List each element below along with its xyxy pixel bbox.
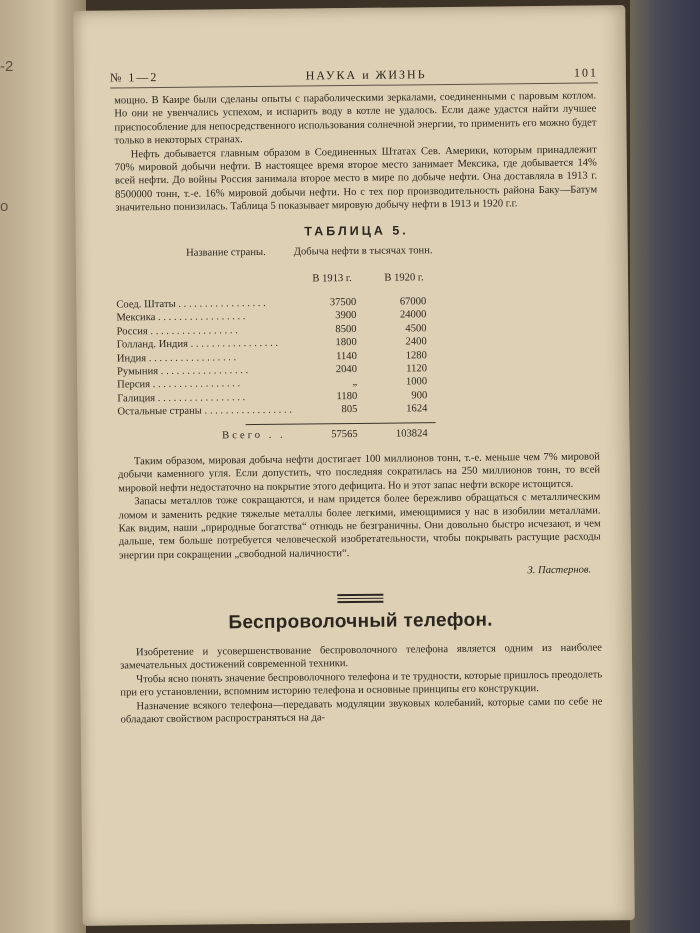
section-divider-ornament	[337, 593, 383, 602]
total-label: Всего . .	[222, 429, 286, 441]
author-signature: З. Пастернов.	[527, 564, 592, 577]
value-1920: 67000	[399, 296, 427, 308]
issue-number: № 1—2	[109, 70, 159, 85]
value-1920: 24000	[399, 309, 427, 321]
paragraph: Изобретение и усовершенствование беспроволочного телефона является одним из наиболее замечательных достижений современной техники.	[120, 642, 602, 672]
year-1920-header: В 1920 г.	[384, 272, 424, 285]
value-1920: 2400	[405, 336, 427, 348]
table-title: ТАБЛИЦА 5.	[304, 223, 409, 239]
total-rule	[246, 422, 436, 425]
running-head	[110, 65, 598, 88]
paragraph: Запасы металлов тоже сокращаются, и нам придется более бережливо обращаться с металлическим ломом и заменить редкие тяжелые металлы более легкими, имеющимися у нас в изобилии металлами. Как видим, наши „природные богатства“ отнюдь не безграничны. Они довольно быстро исчезают, и чем дальше, тем больше потребуется человеческой изобретательности, чтобы покрывать растущие расходы энергии при сокращении „свободной наличности“.	[118, 491, 601, 562]
year-1913-header: В 1913 г.	[312, 273, 352, 285]
country-name: Остальные страны . . .	[117, 404, 297, 419]
value-1913: 3900	[335, 310, 357, 322]
value-1913: 1140	[335, 350, 357, 362]
value-1913: 37500	[329, 296, 357, 309]
value-1920: 1000	[405, 376, 428, 388]
value-1920: 4500	[405, 322, 427, 335]
value-1920: 1624	[406, 403, 428, 415]
value-1913: 1180	[336, 390, 358, 402]
total-1920: 103824	[395, 427, 428, 440]
country-name: Галиция . . .	[117, 390, 297, 405]
country-name: Персия . . .	[117, 377, 297, 392]
article-title: Беспроволочный телефон.	[228, 609, 493, 633]
value-1913: 8500	[335, 323, 357, 335]
country-name: Индия . . .	[117, 350, 297, 365]
left-page-fragment: -2	[0, 58, 14, 75]
left-page-fragment: о	[0, 198, 9, 215]
value-1920: 1120	[406, 363, 428, 375]
country-name: Голланд. Индия . . .	[117, 337, 297, 352]
country-name: Мексика . . .	[116, 310, 296, 325]
country-name: Соед. Штаты . . .	[116, 296, 296, 311]
paragraph: Таким образом, мировая добыча нефти достигает 100 миллионов тонн, т.-е. меньше чем 7% мировой добычи каменного угля. Если допустить, что последняя сократилась на 250 миллионов тонн, то всей мировой нефти недостаточно на покрытие этого дефицита. Но и этот запас нефти вскоре истощится.	[118, 451, 601, 495]
journal-title: НАУКА и ЖИЗНЬ	[305, 67, 427, 83]
book-spine	[630, 0, 700, 933]
table-body	[116, 293, 599, 419]
paragraph: Чтобы ясно понять значение беспроволочного телефона и те трудности, которые пришлось преодолеть при его установлении, вспомним историю телефона и основные принципы его конструкции.	[120, 669, 603, 699]
page-content	[114, 89, 603, 726]
value-1913: 2040	[335, 363, 358, 376]
value-1920: 1280	[405, 349, 427, 361]
value-1913: 805	[341, 404, 358, 416]
column-output-header: Добыча нефти в тысячах тонн.	[293, 245, 433, 258]
column-country-header: Название страны.	[186, 246, 266, 259]
paragraph: Нефть добывается главным образом в Соединенных Штатах Сев. Америки, которым принадлежит 70% мировой добычи нефти. В настоящее время второе место занимает Мексика, где добывается 14% всей нефти. До войны Россия занимала второе место в мире по добыче нефти. Она доставляла в 1913 г. 8500000 тонн, т.-е. 16% мировой добычи нефти. Но с тех пор производительность района Баку—Батум значительно понизилась. Таблица 5 показывает мировую добычу нефти в 1913 и 1920 г.г.	[114, 144, 598, 214]
value-1920: 900	[411, 389, 428, 402]
page-number: 101	[573, 65, 598, 80]
year-headers	[296, 270, 598, 287]
value-1913: 1800	[335, 337, 357, 349]
book-page	[73, 5, 635, 926]
value-1913: „	[352, 377, 358, 389]
country-name: Румыния . . .	[117, 363, 297, 378]
paragraph: Назначение всякого телефона—передавать модуляции звуковых колебаний, которые сами по себе не обладают свойством распространяться на да-	[120, 696, 603, 726]
table-header	[116, 242, 598, 260]
left-page-edge	[0, 0, 86, 933]
total-1913: 57565	[331, 428, 358, 440]
country-name: Россия . . .	[117, 323, 297, 338]
paragraph: мощно. В Каире были сделаны опыты с параболическими зеркалами, соединенными с паровым котлом. Но они не увенчались успехом, и испарить воду в котле не удалось. Если даже удастся найти лучшее приспособление для непосредственного использования солнечной энергии, то применить его можно будет только в некоторых странах.	[114, 90, 597, 147]
